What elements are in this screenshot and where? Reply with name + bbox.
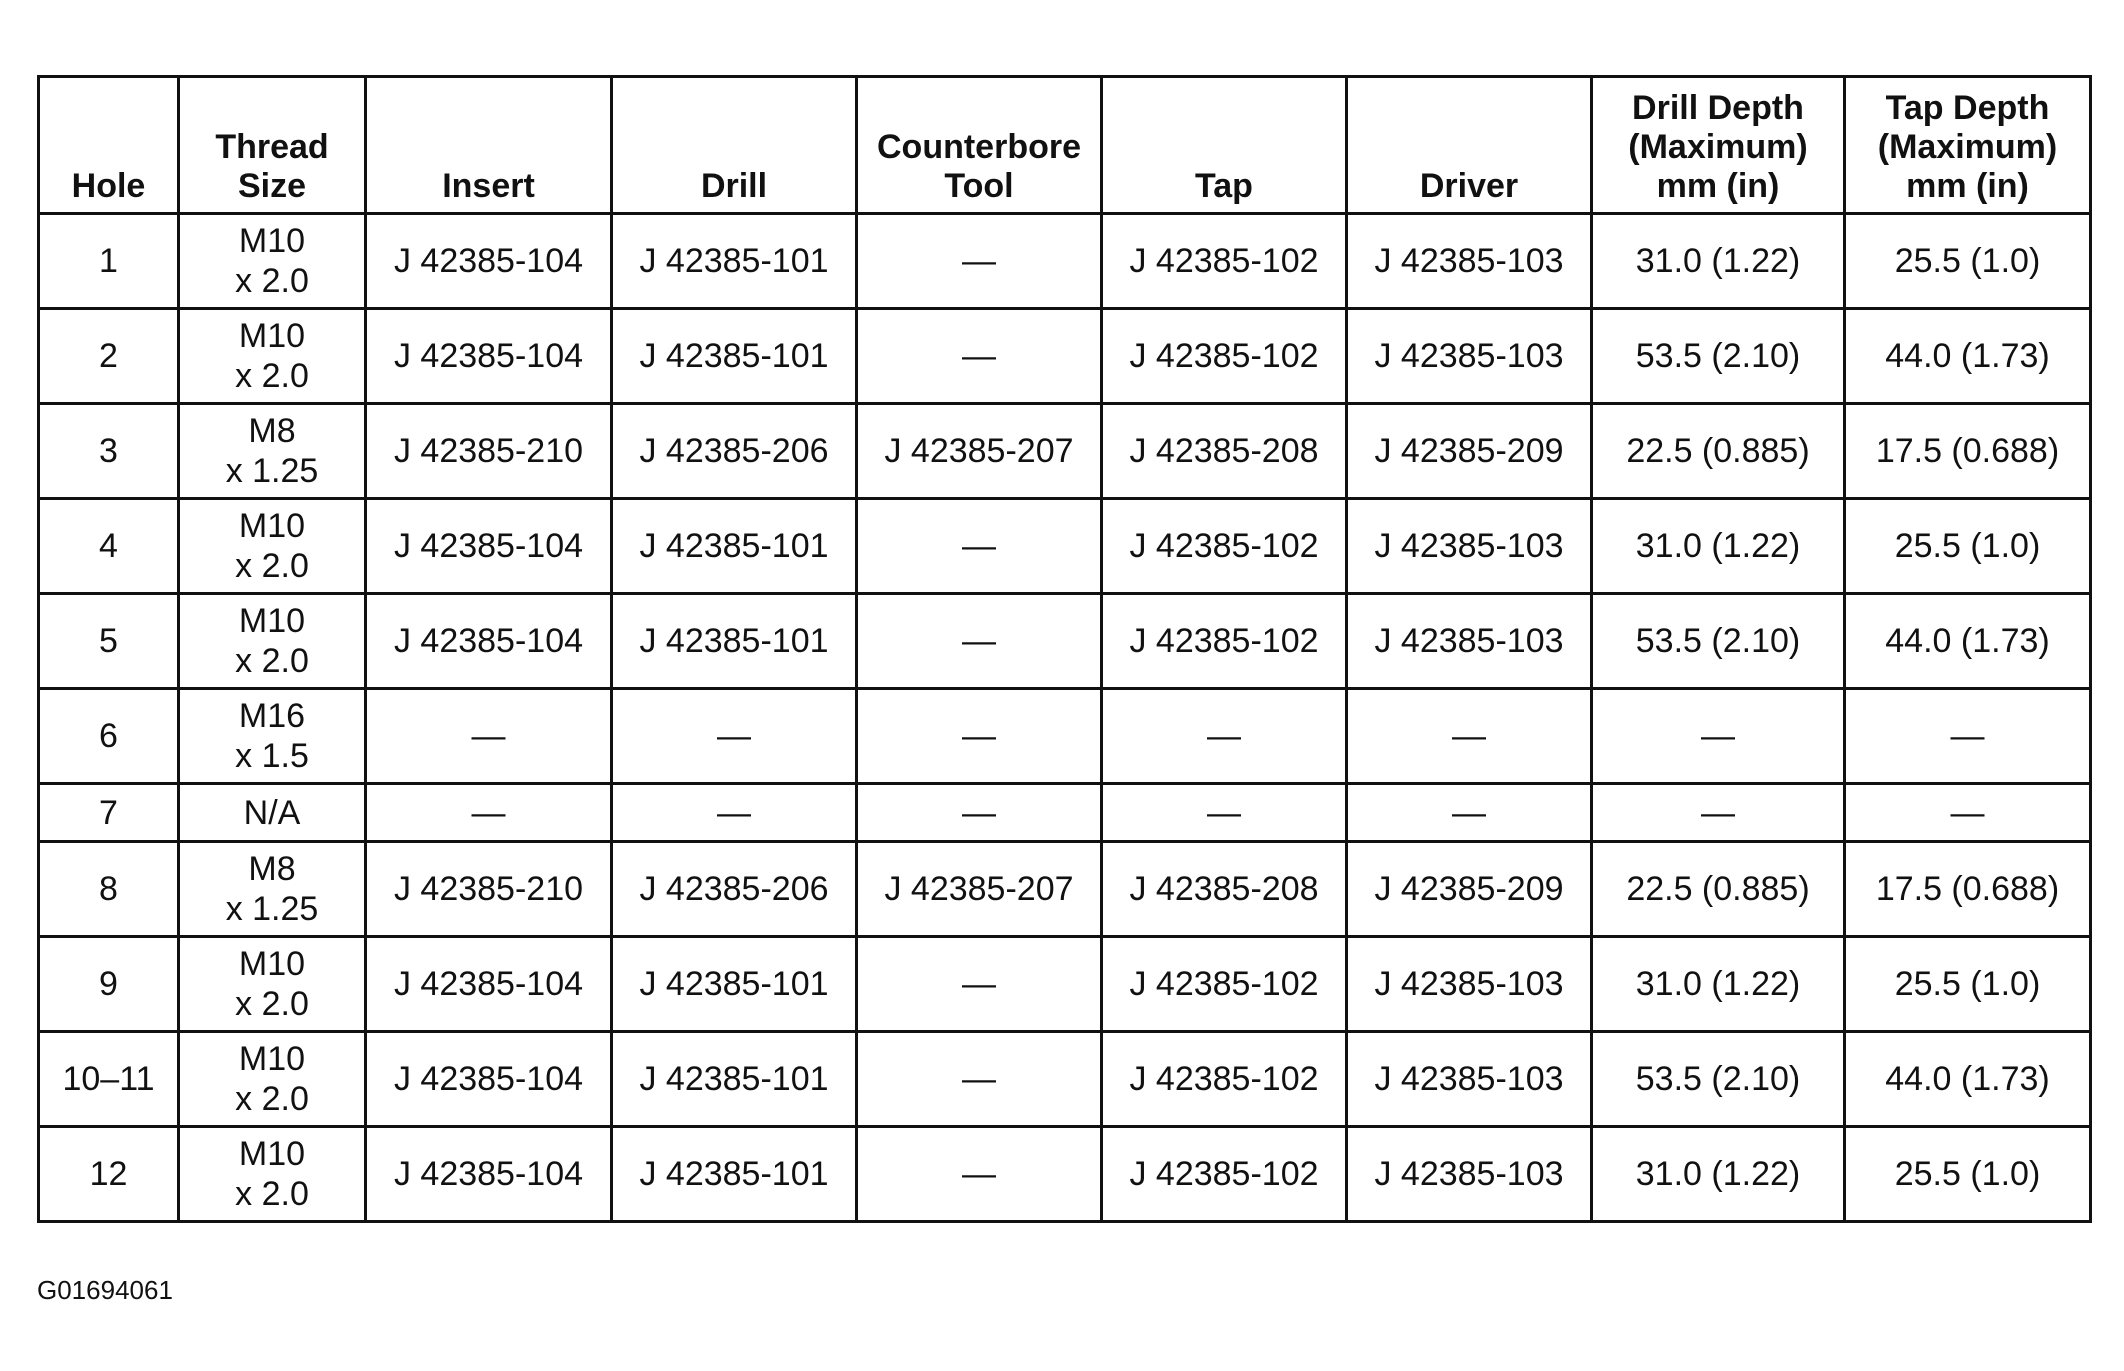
cell-drill-depth: 53.5 (2.10) [1592, 1032, 1845, 1127]
header-drill: Drill [612, 77, 857, 214]
tool-specification-table [37, 75, 2092, 1223]
cell-driver: J 42385-103 [1347, 1032, 1592, 1127]
cell-tap: J 42385-102 [1102, 214, 1347, 309]
cell-drill-depth: 31.0 (1.22) [1592, 1127, 1845, 1222]
header-insert: Insert [366, 77, 612, 214]
cell-drill-depth: 53.5 (2.10) [1592, 594, 1845, 689]
table-row [39, 594, 2091, 689]
cell-insert: — [366, 784, 612, 842]
table-row [39, 937, 2091, 1032]
cell-counterbore-tool: — [857, 784, 1102, 842]
table-row [39, 1032, 2091, 1127]
cell-drill-depth: 31.0 (1.22) [1592, 499, 1845, 594]
cell-thread-size: M10 x 2.0 [179, 1127, 366, 1222]
cell-drill-depth: — [1592, 784, 1845, 842]
cell-drill: J 42385-206 [612, 842, 857, 937]
cell-drill-depth: — [1592, 689, 1845, 784]
cell-drill-depth: 22.5 (0.885) [1592, 842, 1845, 937]
cell-insert: J 42385-104 [366, 309, 612, 404]
header-drill-depth: Drill Depth (Maximum) mm (in) [1592, 77, 1845, 214]
cell-insert: J 42385-104 [366, 1032, 612, 1127]
cell-tap-depth: 17.5 (0.688) [1845, 842, 2091, 937]
cell-tap: — [1102, 784, 1347, 842]
cell-hole: 8 [39, 842, 179, 937]
table-row [39, 404, 2091, 499]
header-driver: Driver [1347, 77, 1592, 214]
cell-thread-size: M10 x 2.0 [179, 937, 366, 1032]
cell-tap: J 42385-208 [1102, 404, 1347, 499]
table-row [39, 689, 2091, 784]
table-row [39, 309, 2091, 404]
cell-counterbore-tool: — [857, 214, 1102, 309]
header-thread-size: Thread Size [179, 77, 366, 214]
cell-thread-size: M10 x 2.0 [179, 214, 366, 309]
cell-drill: J 42385-101 [612, 594, 857, 689]
cell-driver: J 42385-103 [1347, 309, 1592, 404]
cell-drill: — [612, 689, 857, 784]
cell-thread-size: M10 x 2.0 [179, 594, 366, 689]
cell-drill: — [612, 784, 857, 842]
cell-hole: 6 [39, 689, 179, 784]
cell-hole: 9 [39, 937, 179, 1032]
cell-drill-depth: 31.0 (1.22) [1592, 214, 1845, 309]
cell-tap-depth: 44.0 (1.73) [1845, 1032, 2091, 1127]
cell-drill: J 42385-101 [612, 1127, 857, 1222]
cell-tap-depth: — [1845, 784, 2091, 842]
cell-hole: 1 [39, 214, 179, 309]
cell-thread-size: M16 x 1.5 [179, 689, 366, 784]
cell-tap-depth: 25.5 (1.0) [1845, 499, 2091, 594]
cell-insert: J 42385-210 [366, 842, 612, 937]
cell-driver: J 42385-103 [1347, 214, 1592, 309]
cell-driver: — [1347, 784, 1592, 842]
cell-counterbore-tool: — [857, 937, 1102, 1032]
cell-insert: J 42385-104 [366, 937, 612, 1032]
cell-driver: J 42385-103 [1347, 594, 1592, 689]
cell-drill-depth: 22.5 (0.885) [1592, 404, 1845, 499]
cell-hole: 3 [39, 404, 179, 499]
cell-tap: J 42385-102 [1102, 1127, 1347, 1222]
cell-thread-size: M8 x 1.25 [179, 842, 366, 937]
cell-thread-size: M8 x 1.25 [179, 404, 366, 499]
cell-driver: J 42385-103 [1347, 499, 1592, 594]
cell-counterbore-tool: — [857, 309, 1102, 404]
cell-drill: J 42385-101 [612, 309, 857, 404]
cell-drill: J 42385-101 [612, 937, 857, 1032]
cell-thread-size: M10 x 2.0 [179, 1032, 366, 1127]
cell-tap: J 42385-102 [1102, 937, 1347, 1032]
table-row [39, 499, 2091, 594]
cell-tap: J 42385-102 [1102, 309, 1347, 404]
cell-hole: 7 [39, 784, 179, 842]
cell-insert: — [366, 689, 612, 784]
header-hole: Hole [39, 77, 179, 214]
cell-hole: 2 [39, 309, 179, 404]
table-row [39, 1127, 2091, 1222]
cell-tap: J 42385-102 [1102, 594, 1347, 689]
cell-thread-size: M10 x 2.0 [179, 309, 366, 404]
cell-driver: J 42385-209 [1347, 842, 1592, 937]
table-row [39, 842, 2091, 937]
cell-counterbore-tool: — [857, 499, 1102, 594]
cell-driver: — [1347, 689, 1592, 784]
cell-tap-depth: 44.0 (1.73) [1845, 594, 2091, 689]
cell-hole: 10–11 [39, 1032, 179, 1127]
header-row [39, 77, 2091, 214]
cell-driver: J 42385-209 [1347, 404, 1592, 499]
cell-thread-size: M10 x 2.0 [179, 499, 366, 594]
cell-tap-depth: — [1845, 689, 2091, 784]
cell-tap: J 42385-102 [1102, 499, 1347, 594]
cell-drill: J 42385-101 [612, 499, 857, 594]
cell-tap-depth: 25.5 (1.0) [1845, 214, 2091, 309]
cell-insert: J 42385-104 [366, 594, 612, 689]
cell-driver: J 42385-103 [1347, 1127, 1592, 1222]
cell-drill: J 42385-206 [612, 404, 857, 499]
cell-counterbore-tool: J 42385-207 [857, 404, 1102, 499]
cell-counterbore-tool: J 42385-207 [857, 842, 1102, 937]
cell-tap-depth: 25.5 (1.0) [1845, 1127, 2091, 1222]
cell-drill-depth: 31.0 (1.22) [1592, 937, 1845, 1032]
cell-tap-depth: 17.5 (0.688) [1845, 404, 2091, 499]
cell-driver: J 42385-103 [1347, 937, 1592, 1032]
cell-hole: 4 [39, 499, 179, 594]
cell-insert: J 42385-104 [366, 499, 612, 594]
cell-insert: J 42385-104 [366, 214, 612, 309]
cell-tap: — [1102, 689, 1347, 784]
table-row [39, 784, 2091, 842]
figure-id: G01694061 [37, 1275, 173, 1305]
cell-counterbore-tool: — [857, 1127, 1102, 1222]
header-counterbore-tool: Counterbore Tool [857, 77, 1102, 214]
cell-tap-depth: 25.5 (1.0) [1845, 937, 2091, 1032]
cell-tap-depth: 44.0 (1.73) [1845, 309, 2091, 404]
cell-counterbore-tool: — [857, 689, 1102, 784]
cell-tap: J 42385-102 [1102, 1032, 1347, 1127]
cell-counterbore-tool: — [857, 1032, 1102, 1127]
cell-drill-depth: 53.5 (2.10) [1592, 309, 1845, 404]
header-tap-depth: Tap Depth (Maximum) mm (in) [1845, 77, 2091, 214]
cell-insert: J 42385-210 [366, 404, 612, 499]
table-row [39, 214, 2091, 309]
cell-counterbore-tool: — [857, 594, 1102, 689]
cell-drill: J 42385-101 [612, 1032, 857, 1127]
header-tap: Tap [1102, 77, 1347, 214]
cell-hole: 5 [39, 594, 179, 689]
cell-drill: J 42385-101 [612, 214, 857, 309]
cell-hole: 12 [39, 1127, 179, 1222]
table-body [39, 214, 2091, 1222]
cell-insert: J 42385-104 [366, 1127, 612, 1222]
cell-thread-size: N/A [179, 784, 366, 842]
cell-tap: J 42385-208 [1102, 842, 1347, 937]
